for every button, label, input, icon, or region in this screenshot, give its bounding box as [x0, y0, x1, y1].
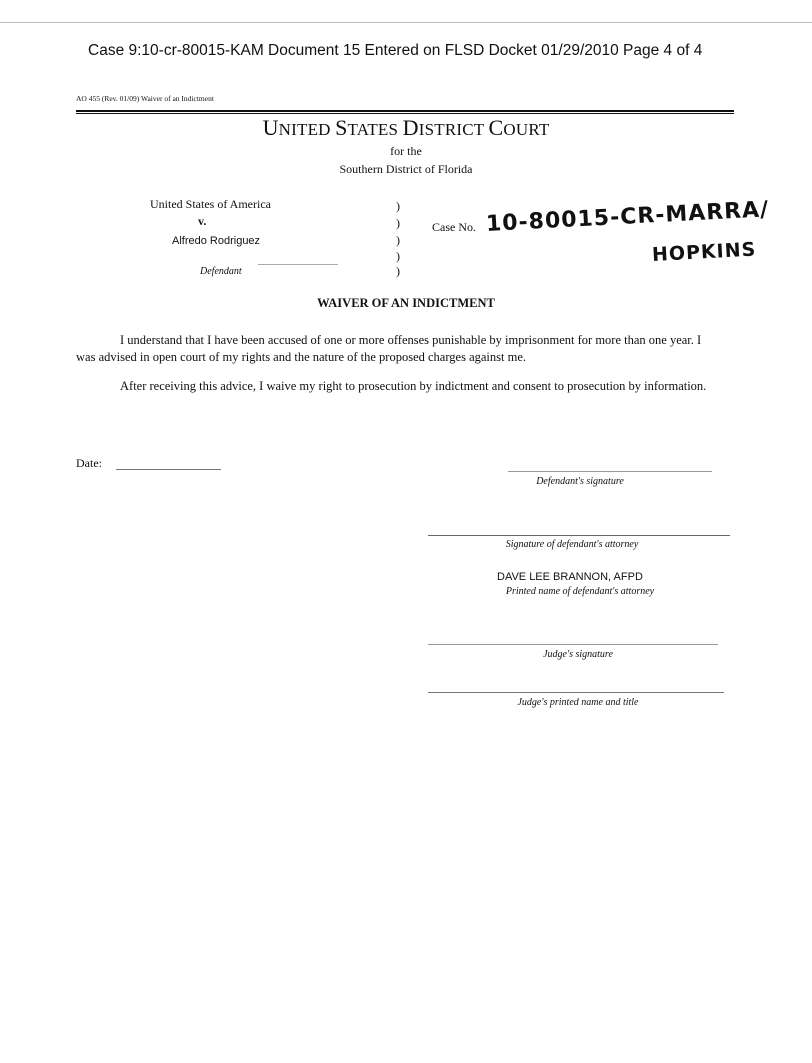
attorney-signature-caption: Signature of defendant's attorney [505, 539, 639, 550]
docket-header: Case 9:10-cr-80015-KAM Document 15 Entered on FLSD Docket 01/29/2010 Page 4 of 4 [88, 42, 703, 59]
case-no-label: Case No. [432, 220, 476, 234]
header-rule-thick [76, 110, 734, 112]
caption-paren: ) [396, 199, 400, 213]
defendant-underline [258, 264, 338, 265]
paragraph-accusation: I understand that I have been accused of one or more offenses punishable by imprisonment for more than one year. I was advised in open court of my rights and the nature of the proposed charges against me. [76, 333, 702, 364]
defendant-name: Alfredo Rodriguez [172, 235, 261, 247]
judge-signature-caption: Judge's signature [543, 649, 613, 660]
defendant-signature-caption: Defendant's signature [536, 476, 624, 487]
date-line [116, 469, 221, 470]
scan-top-line [0, 22, 812, 23]
attorney-name: DAVE LEE BRANNON, AFPD [497, 571, 643, 583]
caption-paren: ) [396, 233, 400, 247]
attorney-signature-line [428, 535, 730, 536]
defendant-label: Defendant [200, 266, 242, 277]
caption-paren: ) [396, 216, 400, 230]
header-rule-thin [76, 113, 734, 114]
plaintiff-name: United States of America [150, 197, 271, 211]
paragraph-waiver: After receiving this advice, I waive my right to prosecution by indictment and consent to prosecution by information. [120, 379, 707, 393]
judge-printed-line [428, 692, 724, 693]
district-name: Southern District of Florida [339, 162, 473, 176]
judge-printed-caption: Judge's printed name and title [517, 697, 639, 708]
court-name: UNITED STATES DISTRICT COURT [262, 115, 550, 140]
defendant-signature-line [508, 471, 712, 472]
versus-text: v. [198, 214, 207, 228]
attorney-printed-caption: Printed name of defendant's attorney [505, 586, 655, 597]
case-no-handwritten: 10-80015-CR-MARRA/ [485, 197, 770, 237]
date-label: Date: [76, 456, 102, 470]
judge-signature-line [428, 644, 718, 645]
caption-paren: ) [396, 249, 400, 263]
form-number: AO 455 (Rev. 01/09) Waiver of an Indictment [76, 94, 214, 103]
judge-names-handwritten: HOPKINS [651, 238, 757, 266]
document-title: WAIVER OF AN INDICTMENT [317, 296, 495, 310]
caption-paren: ) [396, 264, 400, 278]
for-the: for the [390, 144, 422, 158]
